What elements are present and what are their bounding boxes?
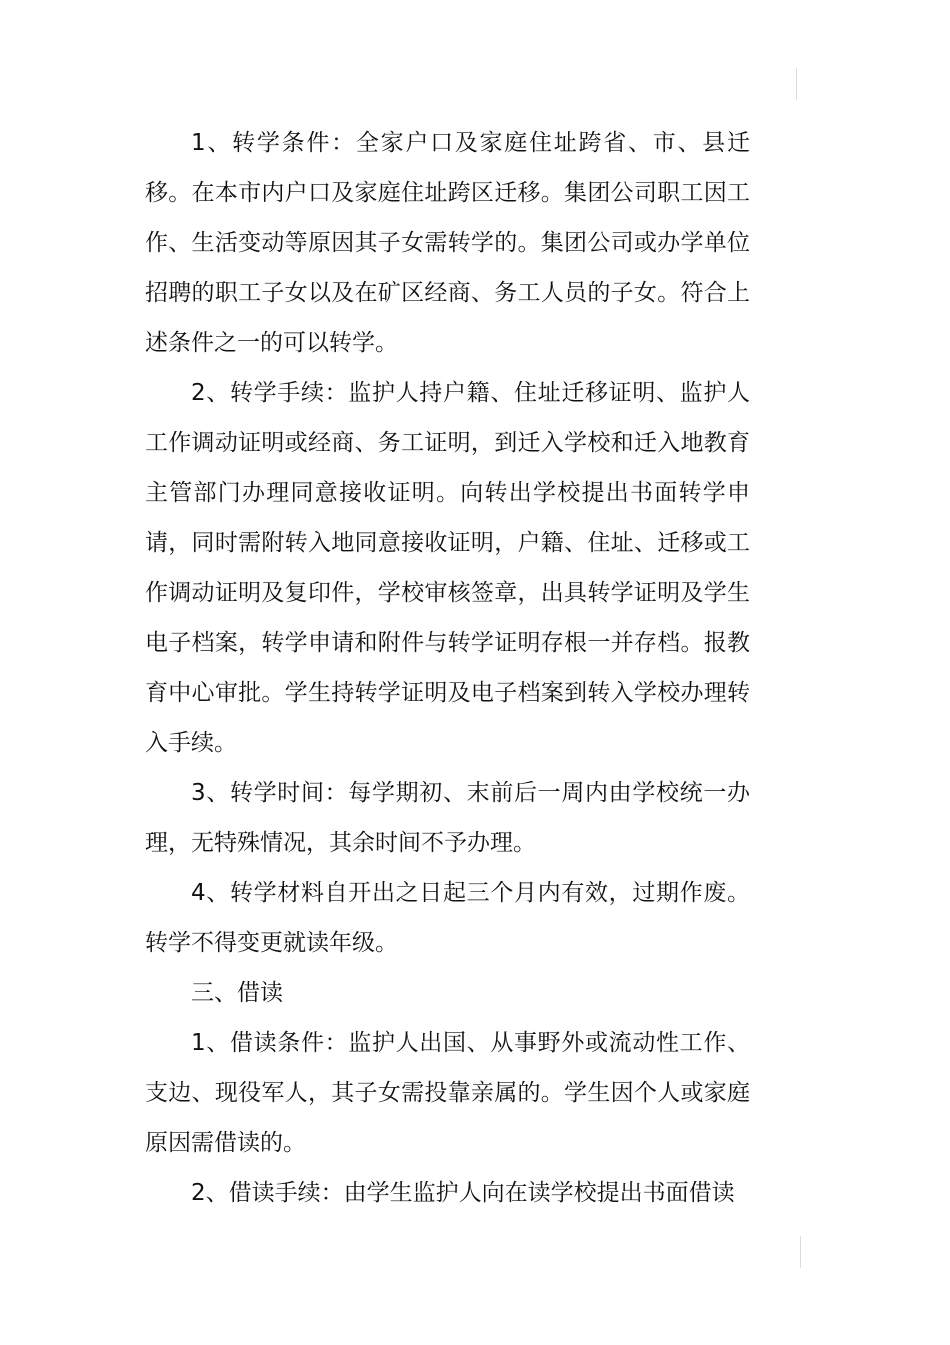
paragraph-transfer-materials: 4、转学材料自开出之日起三个月内有效，过期作废。转学不得变更就读年级。 — [145, 880, 750, 956]
paragraph-borrow-procedures: 2、借读手续：由学生监护人向在读学校提出书面借读 — [191, 1180, 735, 1206]
paragraph-borrow-conditions: 1、借读条件：监护人出国、从事野外或流动性工作、支边、现役军人，其子女需投靠亲属的。学生因个人或家庭原因需借读的。 — [145, 1030, 750, 1156]
page-edge-mark-bottom — [800, 1236, 801, 1268]
document-body — [145, 118, 750, 1218]
page-edge-mark-top — [796, 68, 797, 100]
section-heading-borrow-study: 三、借读 — [191, 980, 283, 1006]
paragraph-transfer-time: 3、转学时间：每学期初、末前后一周内由学校统一办理，无特殊情况，其余时间不予办理。 — [145, 780, 750, 856]
paragraph-transfer-procedures: 2、转学手续：监护人持户籍、住址迁移证明、监护人工作调动证明或经商、务工证明，到迁入学校和迁入地教育主管部门办理同意接收证明。向转出学校提出书面转学申请，同时需附转入地同意接收证明，户籍、住址、迁移或工作调动证明及复印件，学校审核签章，出具转学证明及学生电子档案，转学申请和附件与转学证明存根一并存档。报教育中心审批。学生持转学证明及电子档案到转入学校办理转入手续。 — [145, 380, 750, 756]
paragraph-transfer-conditions: 1、转学条件：全家户口及家庭住址跨省、市、县迁移。在本市内户口及家庭住址跨区迁移。集团公司职工因工作、生活变动等原因其子女需转学的。集团公司或办学单位招聘的职工子女以及在矿区经商、务工人员的子女。符合上述条件之一的可以转学。 — [145, 130, 750, 356]
